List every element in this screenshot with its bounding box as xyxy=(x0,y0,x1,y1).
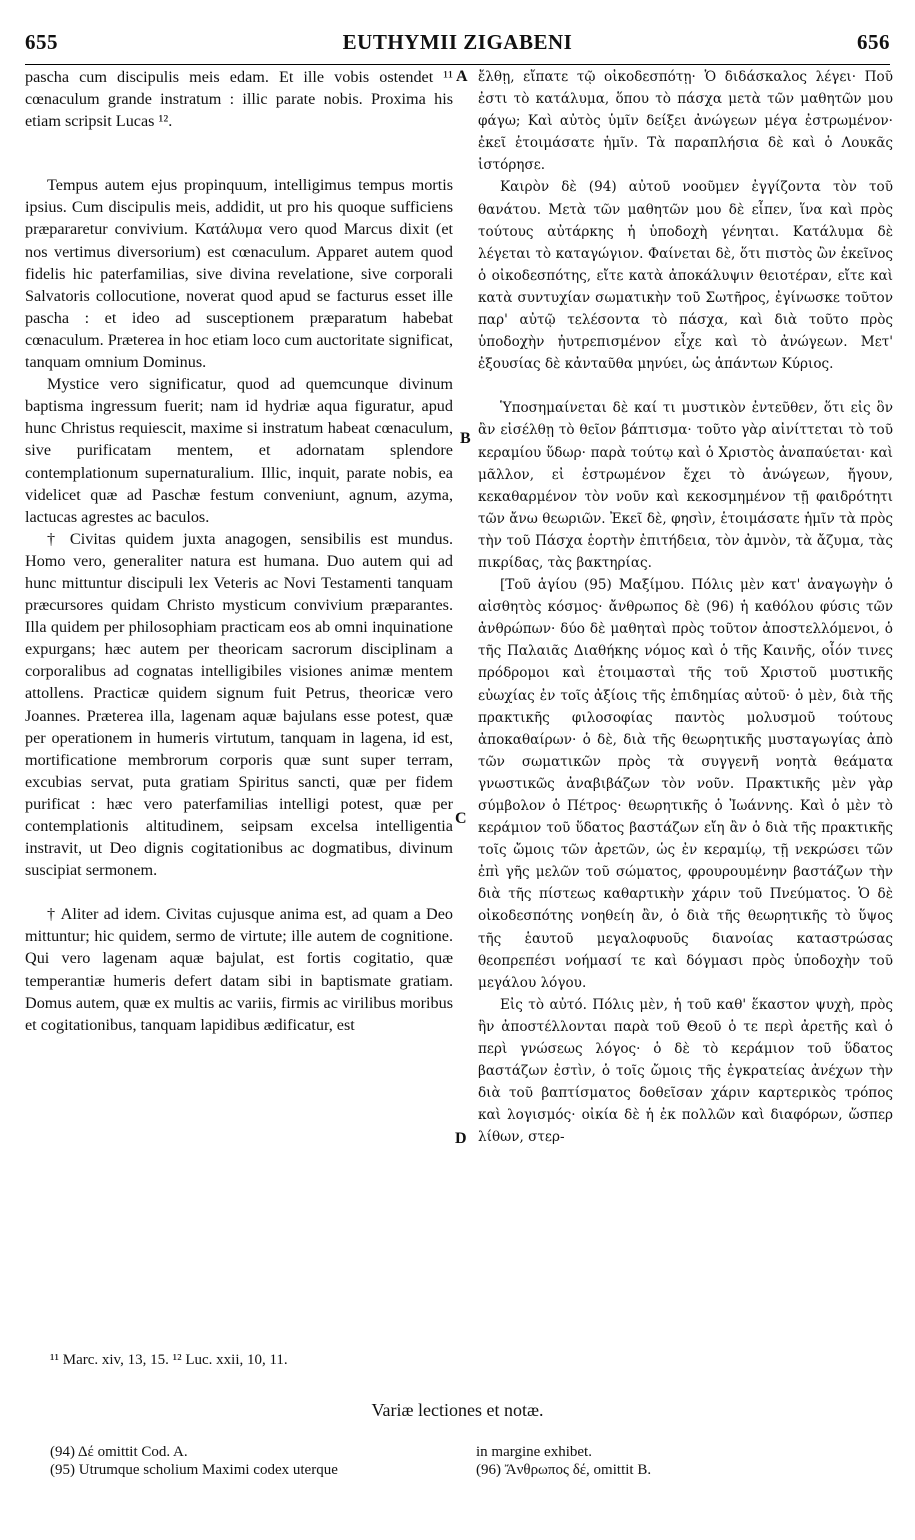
section-marker-a: A xyxy=(456,68,468,85)
page-number-right: 656 xyxy=(857,30,890,54)
greek-paragraph: Εἰς τὸ αὐτό. Πόλις μὲν, ἡ τοῦ καθ' ἕκαστον ψυχὴ, πρὸς ἣν ἀποστέλλονται παρὰ τοῦ Θεοῦ ὁ τε περὶ ἀρετῆς καὶ ὁ περὶ γνώσεως λόγος· ὁ δὲ τὸ κεράμιον τοῦ ὕδατος βαστάζων ἐστὶν, ὁ τοῖς ὤμοις τῆς ἐγκρατείας ἀνέχων τὴν διὰ τοῦ βαπτίσματος δοθεῖσαν χάριν καρτερικὸς τρόπος καὶ λογισμός· οἰκία δὲ ἡ ἐκ πολλῶν καὶ διαφόρων, ὥσπερ λίθων, στερ- xyxy=(478,996,893,1146)
variae-note: (94) Δέ omittit Cod. A. xyxy=(50,1444,188,1460)
latin-paragraph: Tempus autem ejus propinquum, intelligimus tempus mortis ipsius. Cum discipulis meis, addidit, ut pro his quoque sufficiens præpararetur convivium. Κατάλυμα vero quod Marcus dixit (et nos vertimus diversorium) est cœnaculum. Apparet autem quod fidelis hic paterfamilias, sive divina revelatione, sive corporali Salvatoris collocutione, noverat quod apud se facturus esset ille pascha : et ideo ad susceptionem præparatum habebat cœnaculum. Præterea in hoc etiam loco cum auctoritate significat, tanquam omnium Dominus. xyxy=(25,176,453,372)
variae-note: (95) Utrumque scholium Maximi codex uterque xyxy=(50,1462,338,1478)
latin-paragraph: † Aliter ad idem. Civitas cujusque anima est, ad quam a Deo mittuntur; hic quidem, sermo de virtute; ille autem de cognitione. Qui vero lagenam aquæ bajulat, est fortis cogitatio, quæ temperantiæ humeris defert datam sibi in baptismate gratiam. Domus autem, quæ ex multis ac variis, firmis ac virilibus moribus et cogitationibus, tanquam lapidibus ædificatur, est xyxy=(25,905,454,1034)
page-number-left: 655 xyxy=(25,30,58,54)
footnote: ¹¹ Marc. xiv, 13, 15. ¹² Luc. xxii, 10, 11. xyxy=(50,1352,288,1368)
variae-notes-left xyxy=(50,1443,470,1479)
greek-paragraph: [Τοῦ ἁγίου (95) Μαξίμου. Πόλις μὲν κατ' ἀναγωγὴν ὁ αἰσθητὸς κόσμος· ἄνθρωπος δὲ (96) ἡ καθόλου φύσις τῶν ἀνθρώπων· δύο δὲ μαθηταὶ πρὸς τοῦτον ἀποστελλόμενοι, ὁ τῆς Παλαιᾶς Διαθήκης νόμος καὶ ὁ τῆς Καινῆς, οἷόν τινες πρόδρομοι καὶ ἑτοιμασταὶ τῆς τοῦ Χριστοῦ μυστικῆς εὐωχίας ἐν τοῖς ἀξίοις τῆς ἐπιδημίας αὐτοῦ· ὁ μὲν, διὰ τῆς πρακτικῆς φιλοσοφίας παντὸς μολυσμοῦ τούτους ἀποκαθαίρων· ὁ δὲ, διὰ τῆς θεωρητικῆς μυσταγωγίας ἀπὸ τῶν σωματικῶν πρὸς τὰ συγγενῆ νοητὰ θεάματα γνωστικῶς ἀναβιβάζων τὸν νοῦν. Πρακτικῆς μὲν γὰρ σύμβολον ὁ Πέτρος· θεωρητικῆς ὁ Ἰωάννης. Καὶ ὁ μὲν τὸ κεράμιον τοῦ ὕδατος βαστάζων εἴη ἂν ὁ διὰ τῆς πρακτικῆς τοῖς ὤμοις τῶν ἀρετῶν, ὡς ἐν κεραμίῳ, τῇ νεκρώσει τῶν ἐπὶ γῆς μελῶν τοῦ σώματος, φρουρουμένην βαστάζων τὴν διὰ τῆς πίστεως καθαρτικὴν χάριν τοῦ Πνεύματος. Ὁ δὲ οἰκοδεσπότης νοηθείη ἂν, ὁ διὰ τῆς θεωρητικῆς τὸ ὕψος τῆς ἑαυτοῦ μεγαλοφυοῦς διανοίας καταστρώσας θεοπρεπέσι νοήμασί τε καὶ δόγμασι πρὸς ὑποδοχὴν τοῦ μεγάλου λόγου. xyxy=(478,577,893,991)
greek-paragraph: ἔλθῃ, εἴπατε τῷ οἰκοδεσπότῃ· Ὁ διδάσκαλος λέγει· Ποῦ ἐστι τὸ κατάλυμα, ὅπου τὸ πάσχα μετὰ τῶν μαθητῶν μου φάγω; Καὶ αὐτὸς ὑμῖν δείξει ἀνώγεων μέγα ἐστρωμένον· ἐκεῖ ἑτοιμάσατε ἡμῖν. Τὰ παραπλήσια δὲ καὶ ὁ Λουκᾶς ἱστόρησε. xyxy=(478,69,893,174)
latin-paragraph: Mystice vero significatur, quod ad quemcunque divinum baptisma ingressum fuerit; nam id hydriæ aqua figuratur, apud hunc Christus requiescit, maxime si instratum habeat cœnaculum, sive purificatam mentem, et adornatam splendore contemplationum supernaturalium. Illic, inquit, parate nobis, ea videlicet quæ ad Paschæ festum conveniunt, agnum, azyma, lactucas agrestes ac baculos. xyxy=(25,375,453,526)
latin-column xyxy=(25,66,453,1036)
variae-note: (96) Ἄνθρωπος δέ, omittit B. xyxy=(476,1462,652,1478)
section-marker-c: C xyxy=(455,810,467,827)
greek-paragraph: Καιρὸν δὲ (94) αὐτοῦ νοοῦμεν ἐγγίζοντα τὸν τοῦ θανάτου. Μετὰ τῶν μαθητῶν μου δὲ εἶπεν, ἵνα καὶ πρὸς τούτους αὐτάρκης ἡ ὑποδοχὴ γένηται. Κατάλυμα δὲ λέγεται τὸ καταγώγιον. Φαίνεται δὲ, ὅτι πιστὸς ὢν ἐκεῖνος ὁ οἰκοδεσπότης, εἴτε κατὰ ἀποκάλυψιν θειοτέραν, εἴτε καὶ κατὰ συντυχίαν σωματικὴν τοῦ Σωτῆρος, ἐγίνωσκε τοῦτον παρ' αὐτῷ τελέσοντα τὸ πάσχα, καὶ διὰ τοῦτο πρὸς ὑποδοχὴν ἠυτρεπισμένον εἶχε καὶ τὸ ἀνώγεων. Μετ' ἐξουσίας δὲ κἀνταῦθα μηνύει, ὡς ἁπάντων Κύριος. xyxy=(478,179,893,373)
running-header xyxy=(25,30,890,65)
greek-column xyxy=(478,66,893,1149)
section-marker-d: D xyxy=(455,1130,467,1147)
variae-note: in margine exhibet. xyxy=(476,1444,592,1460)
running-title: EUTHYMII ZIGABENI xyxy=(342,30,573,54)
latin-paragraph: † Civitas quidem juxta anagogen, sensibilis est mundus. Homo vero, generaliter natura est humana. Duo autem qui ad hunc mittuntur discipuli lex Veteris ac Novi Testamenti tanquam præcursores quidam Christo mysticum convivium præparantes. Illa quidem per philosophiam practicam eos ab omni inquinatione expurgans; hæc autem per theoricam sacrorum disciplinam a corporalibus ad cognatas intelligibiles visiones animæ mentem attollens. Practicæ quidem signum fuit Petrus, theoricæ vero Joannes. Præterea illa, lagenam aquæ bajulans esse potest, quæ per operationem in humeris virtutum, tanquam in lagena, id est, mortificatione membrorum corporis quæ sunt super terram, excubias servat, puta gratiam Spiritus sancti, quæ per fidem purificat : hæc vero paterfamilias intelligi potest, quæ per contemplationis altitudinem, seipsam excelsa intelligentia instravit, ut Deo dignis cogitationibus ac dogmatibus, divinum suscipiat sermonem. xyxy=(25,529,453,880)
variae-heading: Variæ lectiones et notæ. xyxy=(371,1400,544,1420)
greek-paragraph: Ὑποσημαίνεται δὲ καί τι μυστικὸν ἐντεῦθεν, ὅτι εἰς ὃν ἂν εἰσέλθῃ τὸ θεῖον βάπτισμα· τοῦτο γὰρ αἰνίττεται τὸ τοῦ κεραμίου ὕδωρ· παρὰ τούτῳ καὶ ὁ Χριστὸς ἀναπαύεται· καὶ μᾶλλον, εἰ ἐστρωμένον ἔχει τὸ ἀνώγεων, ἤγουν, κεκαθαρμένον τὸν νοῦν καὶ κεκοσμημένον τῇ φαιδρότητι τῶν ἄνω θεωριῶν. Ἐκεῖ δὲ, φησὶν, ἑτοιμάσατε ἡμῖν τὰ πρὸς τὴν τοῦ Πάσχα ἑορτὴν ἐπιτήδεια, τὸν ἀμνὸν, τὰ ἄζυμα, τὰς πικρίδας, τὰς βακτηρίας. xyxy=(478,400,893,571)
section-marker-b: B xyxy=(460,430,471,447)
variae-notes-right xyxy=(476,1443,896,1479)
latin-paragraph: pascha cum discipulis meis edam. Et ille vobis ostendet ¹¹ cœnaculum grande instratum : illic parate nobis. Proxima his etiam scripsit Lucas ¹². xyxy=(25,68,453,131)
